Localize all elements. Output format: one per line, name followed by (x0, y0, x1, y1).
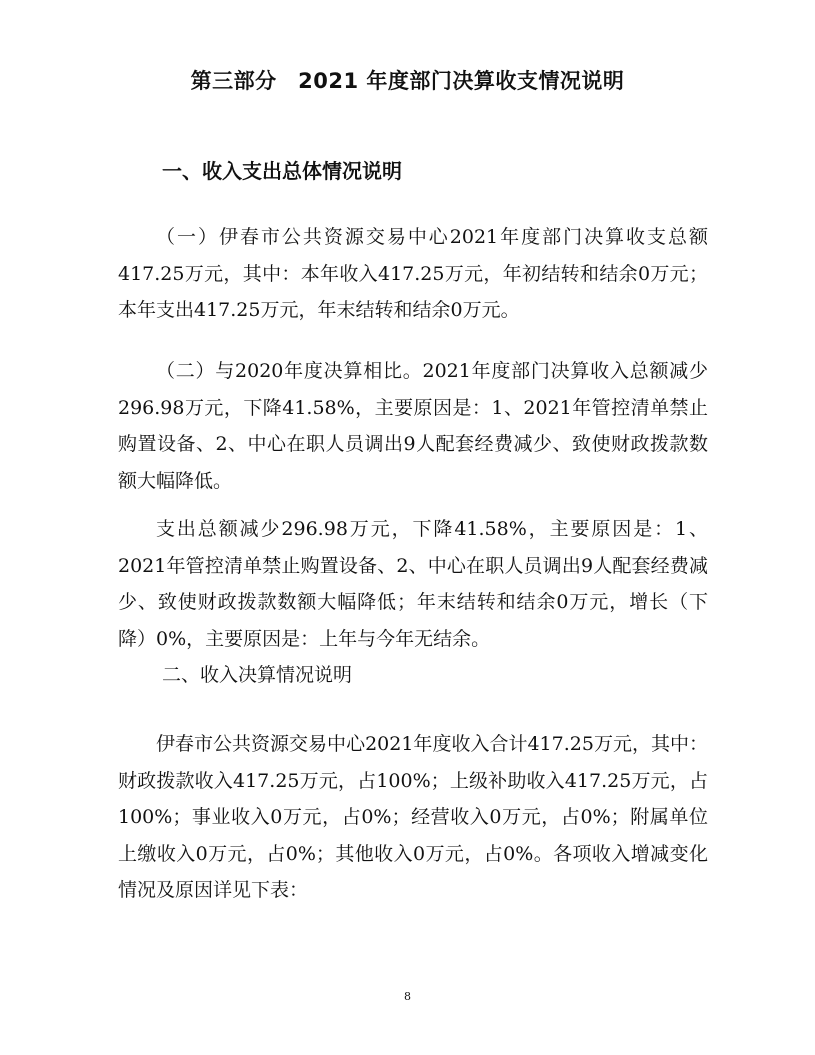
page-title: 第三部分 2021 年度部门决算收支情况说明 (190, 69, 625, 93)
section-heading-income: 二、收入决算情况说明 (162, 664, 353, 686)
paragraph-totals: （一）伊春市公共资源交易中心2021年度部门决算收支总额417.25万元，其中：本年收入417.25万元，年初结转和结余0万元；本年支出417.25万元，年末结转和结余0万元。 (118, 226, 708, 321)
paragraph-expenditure-comparison: 支出总额减少296.98万元，下降41.58%，主要原因是：1、2021年管控清单禁止购置设备、2、中心在职人员调出9人配套经费减少、致使财政拨款数额大幅降低；年末结转和结余0万元，增长（下降）0%，主要原因是：上年与今年无结余。 (118, 518, 708, 650)
paragraph-income-comparison: （二）与2020年度决算相比。2021年度部门决算收入总额减少296.98万元，下降41.58%，主要原因是：1、2021年管控清单禁止购置设备、2、中心在职人员调出9人配套经费减少、致使财政拨款数额大幅降低。 (118, 360, 708, 492)
section-heading-overall: 一、收入支出总体情况说明 (162, 159, 402, 183)
page-number: 8 (404, 990, 411, 1003)
paragraph-income-details: 伊春市公共资源交易中心2021年度收入合计417.25万元，其中：财政拨款收入417.25万元，占100%；上级补助收入417.25万元，占100%；事业收入0万元，占0%；经营收入0万元，占0%；附属单位上缴收入0万元，占0%；其他收入0万元，占0%。各项收入增减变化情况及原因详见下表： (118, 733, 708, 901)
